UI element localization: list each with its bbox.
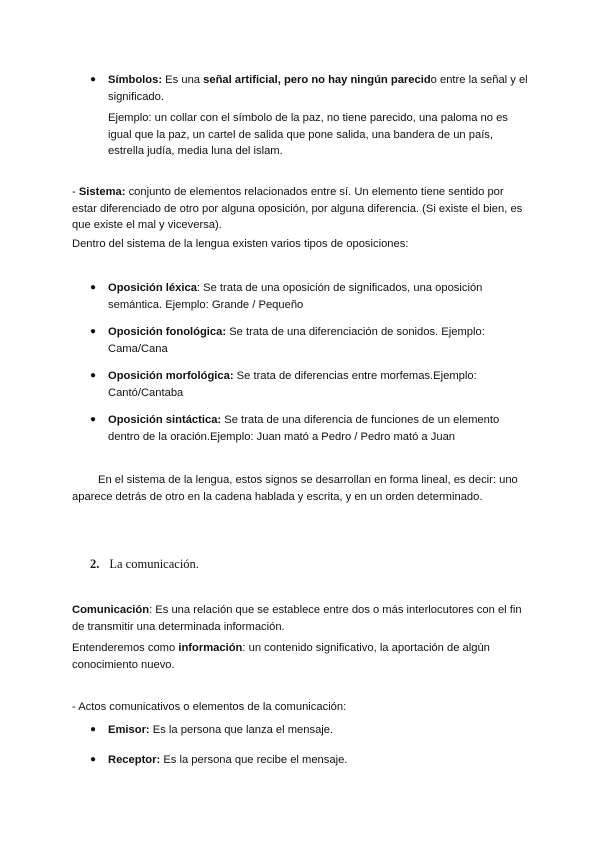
lineal-paragraph: En el sistema de la lengua, estos signos se desarrollan en forma lineal, es decir: uno aparece detrás de otro en la cadena hablada y escrita, y en un orden determinado. (72, 474, 518, 503)
sistema-paragraph: - Sistema: conjunto de elementos relacionados entre sí. Un elemento tiene sentido por estar diferenciado de otro por alguna oposición, por alguna diferencia. (Si existe el bien, es que existe el mal y viceversa). (72, 186, 523, 231)
actos-intro: - Actos comunicativos o elementos de la comunicación: (72, 701, 347, 713)
comunicacion-paragraph: Comunicación: Es una relación que se establece entre dos o más interlocutores con el fin de transmitir una determinada información. (72, 604, 522, 633)
informacion-paragraph: Entenderemos como información: un contenido significativo, la aportación de algún conocimiento nuevo. (72, 642, 490, 671)
bullet-icon: ● (90, 74, 97, 85)
bullet-icon: ● (90, 414, 97, 425)
comunicacion-label: Comunicación (72, 604, 150, 616)
simbolos-example: Ejemplo: un collar con el símbolo de la paz, no tiene parecido, una paloma no es igual que la paz, un cartel de salida que pone salida, una bandera de un país, estrella judía, media luna del islam. (108, 112, 508, 157)
simbolos-label: Símbolos: (108, 74, 163, 86)
informacion-label: información (178, 642, 243, 654)
bullet-icon: ● (90, 754, 97, 765)
section-number: 2. (90, 557, 100, 571)
oposiciones-intro: Dentro del sistema de la lengua existen varios tipos de oposiciones: (72, 238, 409, 250)
sistema-label: Sistema: (78, 186, 126, 198)
section-heading (90, 556, 199, 573)
section-title: La comunicación. (109, 557, 199, 571)
bullet-icon: ● (90, 370, 97, 381)
bullet-icon: ● (90, 326, 97, 337)
bullet-icon: ● (90, 724, 97, 735)
bullet-icon: ● (90, 282, 97, 293)
